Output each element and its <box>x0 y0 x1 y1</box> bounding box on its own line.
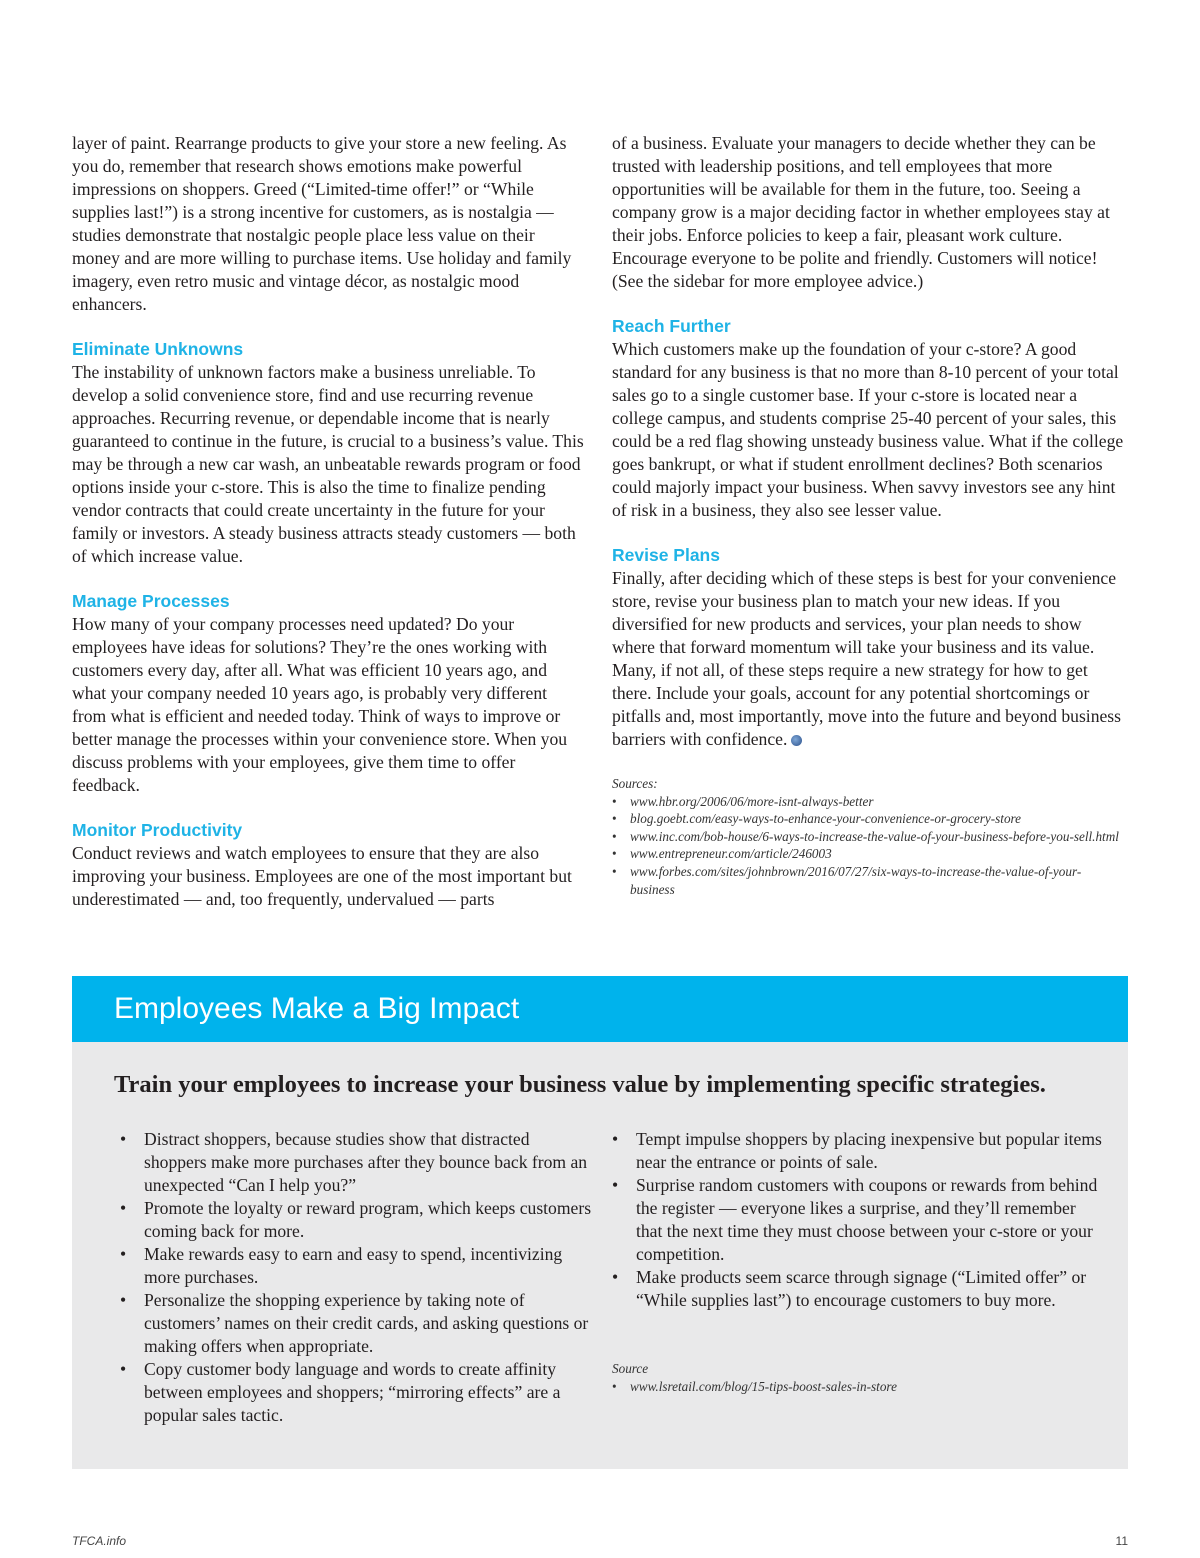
continuation-paragraph: of a business. Evaluate your managers to decide whether they can be trusted with leadership positions, and tell employees that more opportunities will be available for them in the future, too. Seeing a company grow is a major deciding factor in whether employees stay at their jobs. Enforce policies to keep a fair, pleasant work culture. Encourage everyone to be polite and friendly. Customers will notice! (See the sidebar for more employee advice.) <box>612 133 1110 291</box>
list-item: • Make products seem scarce through signage (“Limited offer” or “While supplies last”) to encourage customers to buy more. <box>606 1266 1106 1312</box>
body-eliminate-unknowns: The instability of unknown factors make a business unreliable. To develop a solid convenience store, find and use recurring revenue approaches. Recurring revenue, or dependable income that is nearly guaranteed to continue in the future, is crucial to a business’s value. This may be through a new car wash, an unbeatable rewards program or food options inside your c-store. This is also the time to finalize pending vendor contracts that could create uncertainty in the future for your family or investors. A steady business attracts steady customers — both of which increase value. <box>72 362 584 566</box>
footer-site[interactable]: TFCA.info <box>72 1534 127 1548</box>
heading-manage-processes: Manage Processes <box>72 591 230 611</box>
source-link[interactable]: • www.hbr.org/2006/06/more-isnt-always-better <box>612 793 1124 811</box>
source-link[interactable]: • www.inc.com/bob-house/6-ways-to-increase-the-value-of-your-business-before-you-sell.html <box>612 828 1124 846</box>
body-revise-plans <box>612 567 1124 751</box>
list-item: • Distract shoppers, because studies show that distracted shoppers make more purchases after they bounce back from an unexpected “Can I help you?” <box>114 1128 594 1197</box>
sidebar-source-label: Source <box>612 1361 649 1376</box>
sidebar-right-list <box>606 1128 1106 1312</box>
source-link[interactable]: • www.lsretail.com/blog/15-tips-boost-sales-in-store <box>612 1378 1112 1396</box>
sidebar-source <box>612 1360 1112 1395</box>
page-number: 11 <box>1115 1534 1128 1548</box>
sidebar-box <box>72 1042 1128 1469</box>
source-link[interactable]: • blog.goebt.com/easy-ways-to-enhance-your-convenience-or-grocery-store <box>612 810 1124 828</box>
heading-eliminate-unknowns: Eliminate Unknowns <box>72 339 244 359</box>
heading-monitor-productivity: Monitor Productivity <box>72 820 243 840</box>
globe-icon <box>791 735 802 746</box>
sidebar-source-list <box>612 1378 1112 1396</box>
list-item: • Copy customer body language and words to create affinity between employees and shoppers; “mirroring effects” are a popular sales tactic. <box>114 1358 594 1427</box>
sidebar-title: Employees Make a Big Impact <box>72 976 1128 1042</box>
source-link[interactable]: • www.entrepreneur.com/article/246003 <box>612 845 1124 863</box>
sources-label: Sources: <box>612 776 658 791</box>
list-item: • Promote the loyalty or reward program, which keeps customers coming back for more. <box>114 1197 594 1243</box>
heading-revise-plans: Revise Plans <box>612 545 720 565</box>
sidebar-subtitle: Train your employees to increase your business value by implementing specific strategies. <box>114 1071 1046 1098</box>
heading-reach-further: Reach Further <box>612 316 731 336</box>
body-monitor-productivity: Conduct reviews and watch employees to ensure that they are also improving your business. Employees are one of the most important but underestimated — and, too frequently, undervalued — parts <box>72 843 572 909</box>
body-reach-further: Which customers make up the foundation of your c-store? A good standard for any business is that no more than 8-10 percent of your total sales go to a single customer base. If your c-store is located near a college campus, and students comprise 25-40 percent of your sales, this could be a red flag showing unsteady business value. What if the college goes bankrupt, or what if student enrollment declines? Both scenarios could majorly impact your business. When savvy investors see any hint of risk in a business, they also see lesser value. <box>612 339 1124 520</box>
revise-plans-text: Finally, after deciding which of these steps is best for your convenience store, revise your business plan to match your new ideas. If you diversified for new products and services, your plan needs to show where that forward momentum will take your business and its value. Many, if not all, of these steps require a new strategy for how to get there. Include your goals, account for any potential shortcomings or pitfalls and, most importantly, move into the future and beyond business barriers with confidence. <box>612 568 1121 749</box>
right-column <box>612 132 1124 898</box>
list-item: • Personalize the shopping experience by taking note of customers’ names on their credit cards, and asking questions or making offers when appropriate. <box>114 1289 594 1358</box>
list-item: • Tempt impulse shoppers by placing inexpensive but popular items near the entrance or points of sale. <box>606 1128 1106 1174</box>
article-sources <box>612 775 1124 898</box>
sidebar-left-list <box>114 1128 594 1427</box>
intro-paragraph: layer of paint. Rearrange products to give your store a new feeling. As you do, remember that research shows emotions make powerful impressions on shoppers. Greed (“Limited-time offer!” or “While supplies last!”) is a strong incentive for customers, as is nostalgia — studies demonstrate that nostalgic people place less value on their money and are more willing to purchase items. Use holiday and family imagery, even retro music and vintage décor, as nostalgic mood enhancers. <box>72 133 572 314</box>
list-item: • Surprise random customers with coupons or rewards from behind the register — everyone likes a surprise, and they’ll remember that the next time they must choose between your c-store or your competition. <box>606 1174 1106 1266</box>
list-item: • Make rewards easy to earn and easy to spend, incentivizing more purchases. <box>114 1243 594 1289</box>
source-link[interactable]: • www.forbes.com/sites/johnbrown/2016/07/27/six-ways-to-increase-the-value-of-your-business <box>612 863 1124 898</box>
body-manage-processes: How many of your company processes need updated? Do your employees have ideas for solutions? They’re the ones working with customers every day, after all. What was efficient 10 years ago, and what your company needed 10 years ago, is probably very different from what is efficient and needed today. Think of ways to improve or better manage the processes within your convenience store. When you discuss problems with your employees, give them time to offer feedback. <box>72 614 568 795</box>
sources-list <box>612 793 1124 899</box>
left-column <box>72 132 584 911</box>
